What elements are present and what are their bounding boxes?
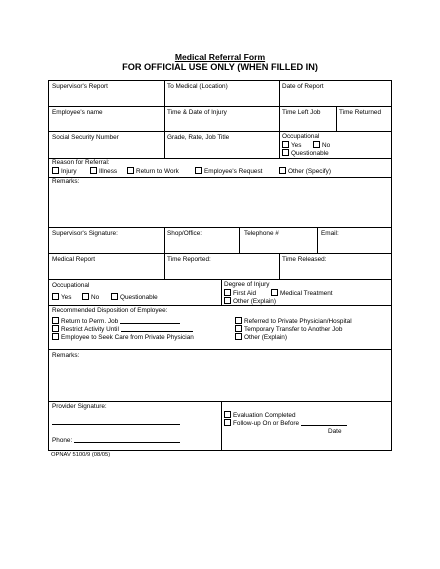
degree-other[interactable] xyxy=(224,297,276,305)
option-label: No xyxy=(322,142,331,149)
checkbox-icon[interactable] xyxy=(271,289,278,296)
ssn-field[interactable]: Social Security Number xyxy=(52,134,119,141)
referral-injury[interactable] xyxy=(52,167,77,175)
row-divider xyxy=(49,253,391,254)
option-label: Illness xyxy=(99,168,118,175)
option-label: First Aid xyxy=(233,290,257,297)
supervisor-signature-field[interactable]: Supervisor's Signature: xyxy=(52,230,118,237)
checkbox-icon[interactable] xyxy=(224,411,231,418)
disposition-other[interactable] xyxy=(235,333,287,341)
option-label: Other (Explain) xyxy=(244,334,287,341)
time-reported-field[interactable]: Time Reported: xyxy=(167,256,211,263)
degree-of-injury-label: Degree of Injury xyxy=(224,281,270,288)
email-field[interactable]: Email: xyxy=(321,230,339,237)
col-divider xyxy=(239,227,240,253)
option-label: Restrict Activity Until xyxy=(61,326,119,333)
checkbox-icon[interactable] xyxy=(111,293,118,300)
time-left-job-field[interactable]: Time Left Job xyxy=(282,109,321,116)
row-divider xyxy=(49,305,391,306)
option-label: Employee to Seek Care from Private Physician xyxy=(61,334,194,341)
checkbox-icon[interactable] xyxy=(224,289,231,296)
telephone-field[interactable]: Telephone # xyxy=(244,230,279,237)
provider-signature-label: Provider Signature: xyxy=(52,403,107,410)
provider-phone-field[interactable] xyxy=(52,436,180,444)
checkbox-icon[interactable] xyxy=(313,141,320,148)
row-divider xyxy=(49,106,391,107)
date-of-report-field[interactable]: Date of Report xyxy=(282,83,324,90)
checkbox-icon[interactable] xyxy=(195,167,202,174)
checkbox-icon[interactable] xyxy=(224,297,231,304)
checkbox-icon[interactable] xyxy=(224,419,231,426)
option-label: Evaluation Completed xyxy=(233,412,296,419)
checkbox-icon[interactable] xyxy=(282,141,289,148)
col-divider xyxy=(279,81,280,158)
option-label: Injury xyxy=(61,168,77,175)
degree-first-aid[interactable] xyxy=(224,289,256,297)
option-label: Yes xyxy=(61,294,72,301)
occupational-label: Occupational xyxy=(52,282,90,289)
option-label: Yes xyxy=(291,142,302,149)
option-label: Referred to Private Physician/Hospital xyxy=(244,318,352,325)
checkbox-icon[interactable] xyxy=(127,167,134,174)
occupational-questionable[interactable] xyxy=(282,149,329,157)
date-label: Date xyxy=(328,428,342,435)
option-label: Temporary Transfer to Another Job xyxy=(244,326,343,333)
option-label: Other (Explain) xyxy=(233,298,276,305)
occupational-questionable[interactable] xyxy=(111,293,158,301)
time-date-injury-field[interactable]: Time & Date of Injury xyxy=(167,109,227,116)
row-divider xyxy=(49,227,391,228)
row-divider xyxy=(49,401,391,402)
remarks-field[interactable]: Remarks: xyxy=(52,352,80,359)
form-frame xyxy=(48,80,392,451)
option-label: Return to Work xyxy=(136,168,179,175)
option-label: Questionable xyxy=(120,294,158,301)
col-divider xyxy=(164,227,165,279)
phone-label: Phone: xyxy=(52,437,73,444)
degree-medical-treatment[interactable] xyxy=(271,289,333,297)
checkbox-icon[interactable] xyxy=(52,293,59,300)
row-divider xyxy=(49,279,391,280)
occupational-no[interactable] xyxy=(313,141,330,149)
form-number: OPNAV 5100/9 (08/05) xyxy=(51,452,111,458)
evaluation-completed[interactable] xyxy=(224,411,296,419)
referral-return-to-work[interactable] xyxy=(127,167,179,175)
provider-signature-line[interactable] xyxy=(52,418,180,425)
col-divider xyxy=(317,227,318,253)
referral-other[interactable] xyxy=(279,167,331,175)
follow-up[interactable] xyxy=(224,419,347,427)
option-label: Return to Perm. Job xyxy=(61,318,119,325)
row-divider xyxy=(49,177,391,178)
blank-line[interactable] xyxy=(74,436,180,443)
grade-rate-title-field[interactable]: Grade, Rate, Job Title xyxy=(167,134,230,141)
occupational-yes[interactable] xyxy=(282,141,301,149)
disposition-restrict-activity[interactable] xyxy=(52,325,193,333)
checkbox-icon[interactable] xyxy=(279,167,286,174)
checkbox-icon[interactable] xyxy=(52,333,59,340)
occupational-yes[interactable] xyxy=(52,293,71,301)
checkbox-icon[interactable] xyxy=(52,317,59,324)
medical-report-field[interactable]: Medical Report xyxy=(52,256,95,263)
blank-line[interactable] xyxy=(301,419,347,426)
option-label: Medical Treatment xyxy=(280,290,333,297)
occupational-label: Occupational xyxy=(282,133,320,140)
disposition-referred[interactable] xyxy=(235,317,352,325)
col-divider xyxy=(221,401,222,450)
referral-employee-request[interactable] xyxy=(195,167,262,175)
form-subtitle: FOR OFFICIAL USE ONLY (WHEN FILLED IN) xyxy=(122,62,318,72)
checkbox-icon[interactable] xyxy=(90,167,97,174)
referral-illness[interactable] xyxy=(90,167,117,175)
checkbox-icon[interactable] xyxy=(235,333,242,340)
row-divider xyxy=(49,131,391,132)
row-divider xyxy=(49,349,391,350)
option-label: No xyxy=(91,294,100,301)
col-divider xyxy=(279,253,280,279)
blank-line[interactable] xyxy=(120,317,180,324)
col-divider xyxy=(221,279,222,305)
option-label: Employee's Request xyxy=(204,168,263,175)
to-medical-field[interactable]: To Medical (Location) xyxy=(167,83,228,90)
blank-line[interactable] xyxy=(121,325,193,332)
form-title: Medical Referral Form xyxy=(174,52,266,62)
disposition-temporary-transfer[interactable] xyxy=(235,325,342,333)
occupational-no[interactable] xyxy=(82,293,99,301)
option-label: Follow-up On or Before xyxy=(233,420,300,427)
checkbox-icon[interactable] xyxy=(235,325,242,332)
checkbox-icon[interactable] xyxy=(235,317,242,324)
reason-for-referral-label: Reason for Referral: xyxy=(52,159,110,166)
supervisors-report-field[interactable]: Supervisor's Report xyxy=(52,83,108,90)
shop-office-field[interactable]: Shop/Office: xyxy=(167,230,203,237)
employee-name-field[interactable]: Employee's name xyxy=(52,109,103,116)
option-label: Questionable xyxy=(291,150,329,157)
col-divider xyxy=(164,81,165,158)
checkbox-icon[interactable] xyxy=(282,149,289,156)
remarks-field[interactable]: Remarks: xyxy=(52,178,80,185)
checkbox-icon[interactable] xyxy=(52,325,59,332)
disposition-label: Recommended Disposition of Employee: xyxy=(52,307,168,314)
checkbox-icon[interactable] xyxy=(52,167,59,174)
disposition-private-physician[interactable] xyxy=(52,333,194,341)
disposition-return-to-job[interactable] xyxy=(52,317,180,325)
option-label: Other (Specify) xyxy=(288,168,331,175)
time-released-field[interactable]: Time Released: xyxy=(282,256,327,263)
checkbox-icon[interactable] xyxy=(82,293,89,300)
col-divider xyxy=(336,106,337,131)
time-returned-field[interactable]: Time Returned xyxy=(339,109,382,116)
